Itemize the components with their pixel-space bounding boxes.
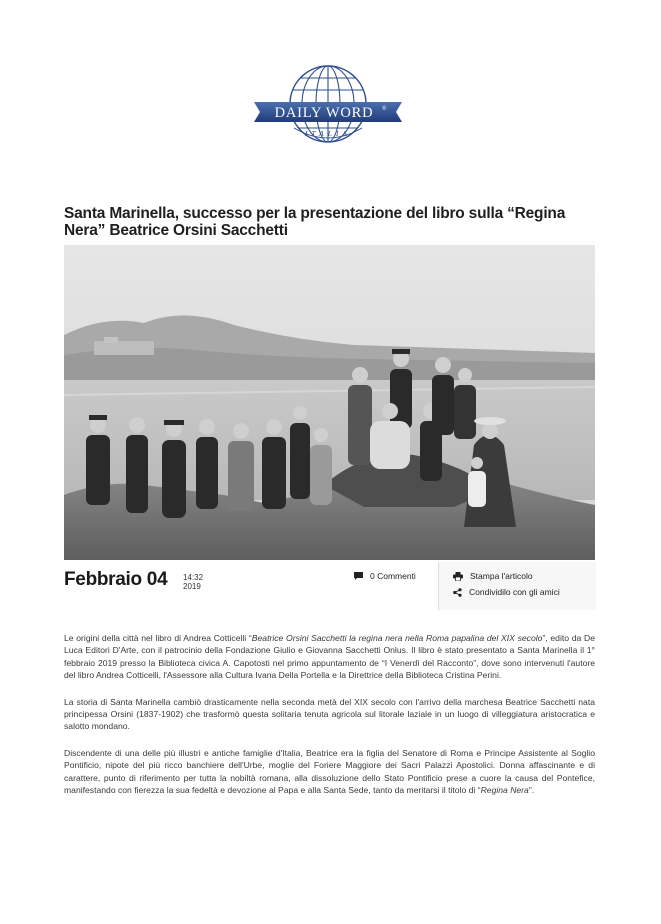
article-title: Santa Marinella, successo per la presentazione del libro sulla “Regina Nera” Beatrice Orsini Sacchetti	[64, 205, 566, 239]
article-photo	[64, 245, 595, 560]
comments-link[interactable]	[354, 571, 416, 581]
share-label: Condividilo con gli amici	[469, 587, 560, 597]
historic-group-photo	[64, 245, 595, 560]
print-article-link[interactable]	[453, 571, 533, 581]
print-icon	[453, 572, 463, 581]
daily-word-logo[interactable]	[248, 64, 408, 168]
article-time: 14:32	[183, 573, 204, 582]
p3-text-a: Discendente di una delle più illustri e antiche famiglie d'Italia, Beatrice era la figlia del Senatore di Roma e Principe Assistente al Soglio Pontificio, nipote del più ricco banchiere dell'Urbe, moglie del Foriere Maggiore dei Sacri Palazzi Apostolici. Donna affascinante e di carattere, punto di riferimento per tutta la nobiltà romana, alla dissoluzione dello Stato Pontificio prese a cuore la causa del Pontefice, manifestando con fierezza la sua fedeltà e devozione al Papa e alla Santa Sede, tanto da meritarsi il titolo di “	[64, 747, 595, 796]
share-box	[438, 562, 596, 610]
p3-text-c: ”.	[528, 785, 535, 796]
comment-icon	[354, 572, 363, 580]
globe-logo-icon	[248, 64, 408, 168]
p1-text-a: Le origini della città nel libro di Andrea Cotticelli “	[64, 633, 252, 643]
paragraph-3	[64, 747, 595, 797]
print-label: Stampa l'articolo	[470, 571, 533, 581]
share-link[interactable]	[453, 587, 560, 597]
article-body	[64, 632, 595, 810]
paragraph-1	[64, 632, 595, 682]
p1-text-c: ”, edito da De Luca Editori D'Arte, con il patrocinio della Fondazione Giulio e Giovanna Sacchetti Onlus. Il libro è stato presentato a Santa Marinella il 1° febbraio 2019 presso la Biblioteca civica A. Capotosti nel primo appuntamento de “I Venerdì del Racconto”, dove sono intervenuti l'autore del libro Andrea Cotticelli, l'Assessore alla Cultura Ivana Della Portella e la Direttrice della Biblioteca Cristina Perini.	[64, 633, 595, 681]
book-title: Beatrice Orsini Sacchetti la regina nera nella Roma papalina del XIX secolo	[251, 633, 543, 643]
article-year: 2019	[183, 582, 201, 591]
brand-name: DAILY WORD	[274, 105, 374, 121]
article-date: Febbraio 04	[64, 569, 168, 590]
regina-nera-title: Regina Nera	[480, 785, 529, 796]
article-meta-bar	[64, 562, 595, 610]
paragraph-2: La storia di Santa Marinella cambiò drasticamente nella seconda metà del XIX secolo con l'arrivo della marchesa Beatrice Sacchetti nata principessa Orsini (1837-1902) che trasformò questa solitaria tenuta agricola sul litorale laziale in un luogo di villeggiatura aristocratica e salotto mondano.	[64, 696, 595, 732]
comments-label: 0 Commenti	[370, 571, 416, 581]
brand-trademark: ®	[382, 106, 387, 112]
share-icon	[453, 588, 462, 597]
brand-sub: ITALIA	[305, 129, 351, 138]
article-time-year	[183, 573, 203, 591]
